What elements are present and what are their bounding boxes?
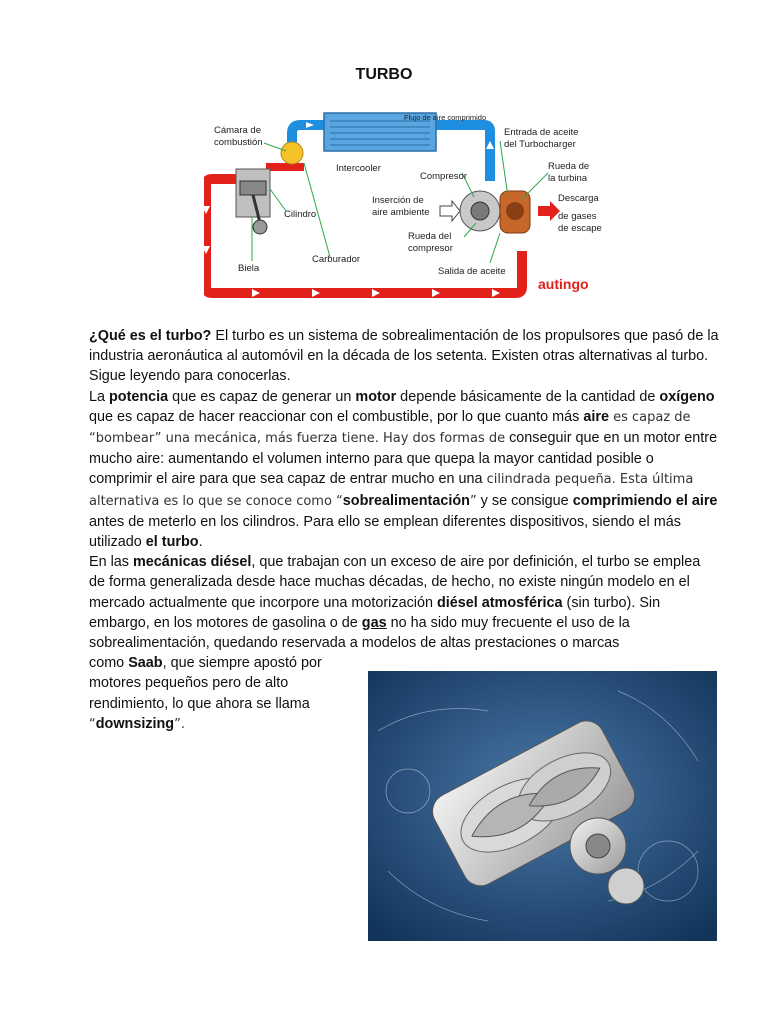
label-intercooler: Intercooler [336,163,381,174]
supercharger-illustration [368,671,717,941]
gas-link[interactable]: gas [361,614,387,631]
label-insercion-2: aire ambiente [372,207,430,218]
label-entrada-2: del Turbocharger [504,139,576,150]
paragraph-4: como Saab, que siempre apostó por motores pequeños pero de alto rendimiento, lo que ahora se llama “downsizing”. [89,655,322,732]
paragraph-3: En las mecánicas diésel, que trabajan con un exceso de aire por definición, el turbo se emplea de forma generalizada desde hace muchas décadas, de hecho, no existe ningún modelo en el mercado actualmente que incorpore una motorización diésel atmosférica (sin turbo). Sin embargo, en los motores de gasolina o de gas no ha sido muy frecuente el uso de la sobrealimentación, quedando reservada a modelos de altas prestaciones o marcas [89,554,701,652]
label-camara-2: combustión [214,137,263,148]
label-biela: Biela [238,263,260,274]
label-compresor: Compresor [420,171,467,182]
page-title: TURBO [355,66,413,83]
paragraph-2: La potencia que es capaz de generar un motor depende básicamente de la cantidad de oxígeno que es capaz de hacer reaccionar con el combustible, por lo que cuanto más aire es capaz de “bombear” una mecánica, más fuerza tiene. Hay dos formas de conseguir que en un motor entre mucho aire: aumentando el volumen interno para que quepa la mayor cantidad posible o comprimir el aire para que sea capaz de entrar mucho en una cilindrada pequeña. Esta última alternativa es lo que se conoce como “sobrealimentación” y se consigue comprimiendo el aire antes de meterlo en los cilindros. Para ello se emplean diferentes dispositivos, siendo el más utilizado el turbo. [89,388,718,551]
label-descarga-2: de gases [558,211,597,222]
turbo-diagram [204,111,604,298]
carburetor-ball [281,142,303,164]
label-descarga-3: de escape [558,223,602,234]
logo-autingo: autingo [538,276,589,292]
label-rueda-turbina-2: la turbina [548,173,588,184]
label-rueda-turbina-1: Rueda de [548,161,590,172]
label-insercion-1: Inserción de [372,195,424,206]
label-salida: Salida de aceite [438,266,506,277]
label-descarga-1: Descarga [558,193,599,204]
label-cilindro: Cilindro [284,209,317,220]
label-rueda-compresor-1: Rueda del [408,231,452,242]
label-camara-1: Cámara de [214,125,261,136]
label-rueda-compresor-2: compresor [408,243,453,254]
label-flujo: Flujo de aire comprimido [404,113,487,122]
label-entrada-1: Entrada de aceite [504,127,579,138]
paragraph-1: ¿Qué es el turbo? El turbo es un sistema de sobrealimentación de los propulsores que pasó de la industria aeronáutica al automóvil en la década de los setenta. Existen otras alternativas al turbo. Sigue leyendo para conocerlas. [89,328,719,385]
label-carburador: Carburador [312,254,361,265]
question-bold: ¿Qué es el turbo? [89,328,212,344]
